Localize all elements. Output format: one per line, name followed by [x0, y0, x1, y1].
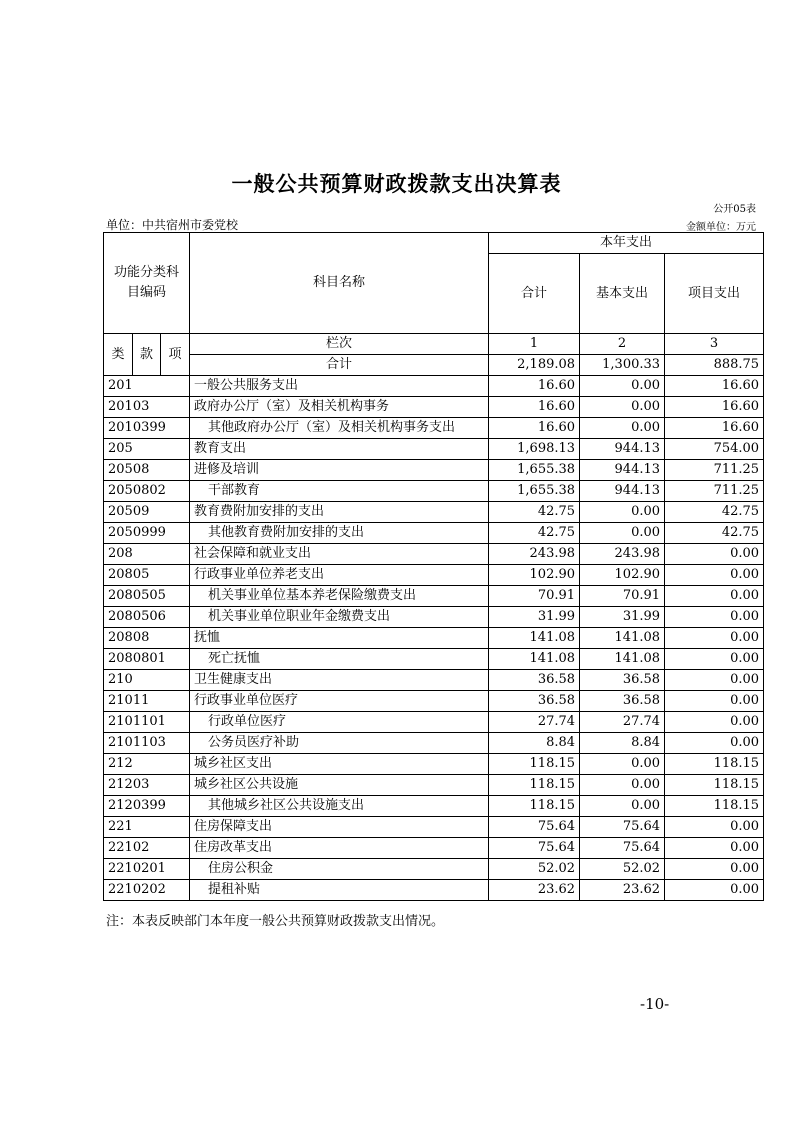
row-basic: 141.08 — [580, 649, 665, 670]
row-basic: 944.13 — [580, 439, 665, 460]
row-code: 20103 — [104, 397, 190, 418]
row-name: 城乡社区公共设施 — [190, 775, 489, 796]
row-name: 住房保障支出 — [190, 817, 489, 838]
row-total: 102.90 — [489, 565, 580, 586]
row-project: 118.15 — [665, 775, 764, 796]
table-row — [104, 607, 764, 628]
row-name: 卫生健康支出 — [190, 670, 489, 691]
row-code: 2050999 — [104, 523, 190, 544]
row-project: 118.15 — [665, 796, 764, 817]
name-header-label: 科目名称 — [313, 275, 366, 290]
row-project: 118.15 — [665, 754, 764, 775]
row-project: 16.60 — [665, 376, 764, 397]
kuan-header: 款 — [133, 334, 161, 376]
document-title: 一般公共预算财政拨款支出决算表 — [231, 171, 562, 196]
table-row — [104, 880, 764, 901]
row-basic: 0.00 — [580, 754, 665, 775]
sum-row-label: 合计 — [190, 355, 489, 376]
row-name: 社会保障和就业支出 — [190, 544, 489, 565]
row-code: 20805 — [104, 565, 190, 586]
row-name: 行政事业单位医疗 — [190, 691, 489, 712]
row-code: 20808 — [104, 628, 190, 649]
row-basic: 36.58 — [580, 670, 665, 691]
sum-total: 2,189.08 — [489, 355, 580, 376]
row-project: 0.00 — [665, 838, 764, 859]
row-code: 2210202 — [104, 880, 190, 901]
row-basic: 944.13 — [580, 460, 665, 481]
amount-unit-label: 金额单位：万元 — [686, 222, 756, 233]
table-row — [104, 418, 764, 439]
row-total: 243.98 — [489, 544, 580, 565]
table-row — [104, 712, 764, 733]
row-total: 118.15 — [489, 754, 580, 775]
row-basic: 8.84 — [580, 733, 665, 754]
row-total: 42.75 — [489, 502, 580, 523]
name-header-cell — [190, 233, 489, 334]
row-total: 16.60 — [489, 418, 580, 439]
row-code: 2080505 — [104, 586, 190, 607]
row-basic: 0.00 — [580, 397, 665, 418]
row-basic: 75.64 — [580, 817, 665, 838]
row-code: 210 — [104, 670, 190, 691]
row-basic: 243.98 — [580, 544, 665, 565]
sum-basic: 1,300.33 — [580, 355, 665, 376]
row-basic: 23.62 — [580, 880, 665, 901]
row-project: 16.60 — [665, 397, 764, 418]
row-project: 42.75 — [665, 523, 764, 544]
row-code: 2101103 — [104, 733, 190, 754]
row-basic: 0.00 — [580, 502, 665, 523]
row-code: 2210201 — [104, 859, 190, 880]
table-row — [104, 817, 764, 838]
table-row — [104, 754, 764, 775]
footnote: 注：本表反映部门本年度一般公共预算财政拨款支出情况。 — [106, 914, 445, 929]
row-project: 0.00 — [665, 880, 764, 901]
row-name: 其他政府办公厅（室）及相关机构事务支出 — [190, 418, 489, 439]
row-name: 行政单位医疗 — [190, 712, 489, 733]
row-project: 711.25 — [665, 460, 764, 481]
row-total: 141.08 — [489, 649, 580, 670]
row-project: 16.60 — [665, 418, 764, 439]
row-project: 0.00 — [665, 817, 764, 838]
row-total: 118.15 — [489, 796, 580, 817]
row-total: 70.91 — [489, 586, 580, 607]
row-basic: 70.91 — [580, 586, 665, 607]
code-header-cell — [104, 233, 190, 334]
unit-label: 单位：中共宿州市委党校 — [106, 218, 239, 232]
row-name: 政府办公厅（室）及相关机构事务 — [190, 397, 489, 418]
row-name: 住房改革支出 — [190, 838, 489, 859]
row-total: 36.58 — [489, 670, 580, 691]
row-basic: 102.90 — [580, 565, 665, 586]
row-code: 205 — [104, 439, 190, 460]
year-group-header: 本年支出 — [489, 233, 764, 254]
row-code: 2080506 — [104, 607, 190, 628]
row-name: 行政事业单位养老支出 — [190, 565, 489, 586]
row-code: 2120399 — [104, 796, 190, 817]
sum-project: 888.75 — [665, 355, 764, 376]
row-basic: 0.00 — [580, 796, 665, 817]
row-code: 20509 — [104, 502, 190, 523]
table-row — [104, 439, 764, 460]
row-project: 0.00 — [665, 712, 764, 733]
row-code: 2010399 — [104, 418, 190, 439]
lanci-label: 栏次 — [190, 334, 489, 355]
row-name: 其他教育费附加安排的支出 — [190, 523, 489, 544]
row-total: 31.99 — [489, 607, 580, 628]
row-basic: 36.58 — [580, 691, 665, 712]
row-code: 21203 — [104, 775, 190, 796]
row-total: 75.64 — [489, 838, 580, 859]
table-row — [104, 691, 764, 712]
table-row — [104, 859, 764, 880]
table-row — [104, 586, 764, 607]
table-row — [104, 796, 764, 817]
row-name: 公务员医疗补助 — [190, 733, 489, 754]
row-code: 20508 — [104, 460, 190, 481]
row-name: 死亡抚恤 — [190, 649, 489, 670]
row-basic: 0.00 — [580, 376, 665, 397]
lei-header: 类 — [104, 334, 133, 376]
row-total: 1,655.38 — [489, 481, 580, 502]
row-code: 21011 — [104, 691, 190, 712]
row-name: 提租补贴 — [190, 880, 489, 901]
row-basic: 0.00 — [580, 775, 665, 796]
table-row — [104, 397, 764, 418]
table-row — [104, 775, 764, 796]
row-name: 其他城乡社区公共设施支出 — [190, 796, 489, 817]
table-row — [104, 544, 764, 565]
total-column-header: 合计 — [489, 254, 580, 334]
table-row — [104, 460, 764, 481]
row-basic: 52.02 — [580, 859, 665, 880]
table-row — [104, 838, 764, 859]
row-project: 0.00 — [665, 691, 764, 712]
table-row — [104, 733, 764, 754]
row-project: 0.00 — [665, 670, 764, 691]
table-row — [104, 628, 764, 649]
row-basic: 0.00 — [580, 523, 665, 544]
row-name: 机关事业单位基本养老保险缴费支出 — [190, 586, 489, 607]
row-code: 2050802 — [104, 481, 190, 502]
row-project: 711.25 — [665, 481, 764, 502]
row-code: 2080801 — [104, 649, 190, 670]
row-basic: 944.13 — [580, 481, 665, 502]
row-project: 0.00 — [665, 649, 764, 670]
row-project: 0.00 — [665, 544, 764, 565]
lanci-1: 1 — [489, 334, 580, 355]
table-row — [104, 376, 764, 397]
xiang-header: 项 — [161, 334, 190, 376]
table-row — [104, 670, 764, 691]
row-project: 0.00 — [665, 565, 764, 586]
row-total: 23.62 — [489, 880, 580, 901]
lanci-3: 3 — [665, 334, 764, 355]
lanci-2: 2 — [580, 334, 665, 355]
row-basic: 141.08 — [580, 628, 665, 649]
expenditure-table — [103, 232, 764, 901]
row-basic: 75.64 — [580, 838, 665, 859]
row-project: 42.75 — [665, 502, 764, 523]
row-total: 16.60 — [489, 397, 580, 418]
table-row — [104, 481, 764, 502]
code-header-label: 功能分类科目编码 — [114, 265, 180, 300]
row-name: 城乡社区支出 — [190, 754, 489, 775]
row-total: 42.75 — [489, 523, 580, 544]
row-name: 机关事业单位职业年金缴费支出 — [190, 607, 489, 628]
row-code: 208 — [104, 544, 190, 565]
basic-column-header: 基本支出 — [580, 254, 665, 334]
row-project: 0.00 — [665, 586, 764, 607]
row-code: 2101101 — [104, 712, 190, 733]
row-name: 一般公共服务支出 — [190, 376, 489, 397]
row-total: 16.60 — [489, 376, 580, 397]
row-basic: 31.99 — [580, 607, 665, 628]
row-total: 36.58 — [489, 691, 580, 712]
row-project: 754.00 — [665, 439, 764, 460]
row-name: 住房公积金 — [190, 859, 489, 880]
project-column-header: 项目支出 — [665, 254, 764, 334]
row-total: 8.84 — [489, 733, 580, 754]
row-name: 干部教育 — [190, 481, 489, 502]
row-total: 75.64 — [489, 817, 580, 838]
row-basic: 0.00 — [580, 418, 665, 439]
row-total: 1,698.13 — [489, 439, 580, 460]
row-total: 141.08 — [489, 628, 580, 649]
row-project: 0.00 — [665, 607, 764, 628]
page-number: -10- — [640, 995, 670, 1013]
table-row — [104, 565, 764, 586]
row-project: 0.00 — [665, 733, 764, 754]
row-project: 0.00 — [665, 628, 764, 649]
form-number: 公开05表 — [713, 204, 756, 215]
row-basic: 27.74 — [580, 712, 665, 733]
row-total: 118.15 — [489, 775, 580, 796]
row-name: 抚恤 — [190, 628, 489, 649]
row-total: 27.74 — [489, 712, 580, 733]
row-name: 教育支出 — [190, 439, 489, 460]
row-total: 1,655.38 — [489, 460, 580, 481]
row-name: 进修及培训 — [190, 460, 489, 481]
table-row — [104, 523, 764, 544]
row-code: 221 — [104, 817, 190, 838]
table-row — [104, 502, 764, 523]
row-name: 教育费附加安排的支出 — [190, 502, 489, 523]
row-code: 22102 — [104, 838, 190, 859]
table-row — [104, 649, 764, 670]
row-project: 0.00 — [665, 859, 764, 880]
row-code: 201 — [104, 376, 190, 397]
row-code: 212 — [104, 754, 190, 775]
row-total: 52.02 — [489, 859, 580, 880]
